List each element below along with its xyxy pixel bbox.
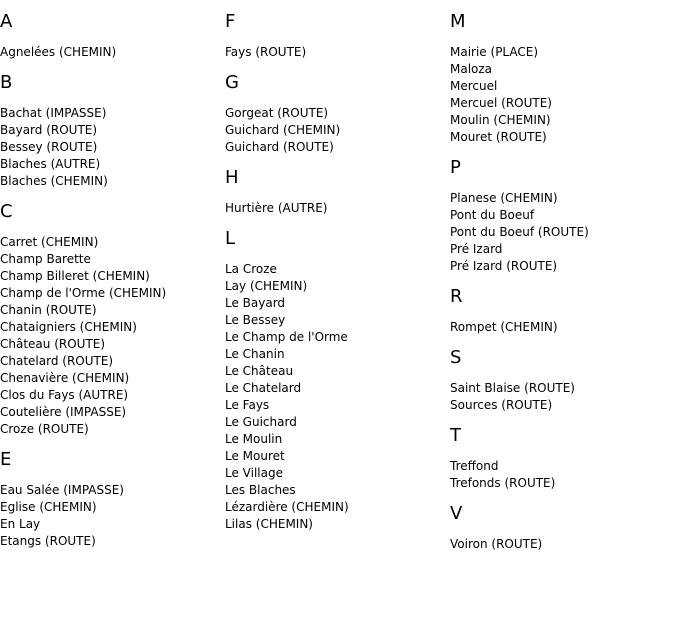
letter-section — [450, 158, 670, 275]
letter-heading: L — [225, 228, 236, 249]
street-list — [450, 319, 670, 336]
street-link[interactable]: Pré Izard (ROUTE) — [450, 259, 558, 273]
street-link[interactable]: En Lay — [0, 517, 41, 531]
street-list — [450, 536, 670, 553]
street-link[interactable]: Le Moulin — [225, 432, 283, 446]
letter-heading: S — [450, 347, 462, 368]
street-link[interactable]: Lézardière (CHEMIN) — [225, 500, 349, 514]
street-link[interactable]: Treffond — [450, 459, 499, 473]
street-index-column-1 — [0, 0, 220, 560]
street-link[interactable]: Maloza — [450, 62, 493, 76]
street-link[interactable]: Rompet (CHEMIN) — [450, 320, 558, 334]
street-link[interactable]: Agnelées (CHEMIN) — [0, 45, 117, 59]
street-link[interactable]: Pont du Boeuf (ROUTE) — [450, 225, 589, 239]
street-link[interactable]: Champ Barette — [0, 252, 91, 266]
street-link[interactable]: Le Guichard — [225, 415, 297, 429]
letter-heading: H — [225, 167, 239, 188]
letter-heading: E — [0, 449, 12, 470]
street-link[interactable]: Hurtière (AUTRE) — [225, 201, 328, 215]
street-link[interactable]: Le Chanin — [225, 347, 285, 361]
street-link[interactable]: Les Blaches — [225, 483, 296, 497]
street-list — [225, 44, 445, 61]
street-link[interactable]: Sources (ROUTE) — [450, 398, 553, 412]
street-link[interactable]: Bayard (ROUTE) — [0, 123, 98, 137]
letter-section — [450, 504, 670, 553]
letter-section — [450, 287, 670, 336]
letter-section — [450, 12, 670, 146]
street-list — [225, 105, 445, 156]
street-list — [450, 458, 670, 492]
street-list — [225, 261, 445, 533]
street-link[interactable]: Planese (CHEMIN) — [450, 191, 558, 205]
street-link[interactable]: Le Fays — [225, 398, 270, 412]
street-link[interactable]: Chenavière (CHEMIN) — [0, 371, 130, 385]
street-link[interactable]: Chatelard (ROUTE) — [0, 354, 114, 368]
letter-heading: P — [450, 157, 461, 178]
street-link[interactable]: Blaches (CHEMIN) — [0, 174, 108, 188]
letter-heading: C — [0, 201, 13, 222]
street-link[interactable]: Lilas (CHEMIN) — [225, 517, 313, 531]
street-link[interactable]: Moulin (CHEMIN) — [450, 113, 551, 127]
street-link[interactable]: La Croze — [225, 262, 277, 276]
street-link[interactable]: Gorgeat (ROUTE) — [225, 106, 329, 120]
letter-heading: R — [450, 286, 463, 307]
street-list — [225, 200, 445, 217]
street-link[interactable]: Le Village — [225, 466, 283, 480]
letter-section — [0, 73, 220, 190]
street-link[interactable]: Champ de l'Orme (CHEMIN) — [0, 286, 167, 300]
street-link[interactable]: Mairie (PLACE) — [450, 45, 539, 59]
street-link[interactable]: Le Mouret — [225, 449, 285, 463]
letter-heading: A — [0, 11, 13, 32]
street-link[interactable]: Le Bessey — [225, 313, 286, 327]
street-link[interactable]: Bessey (ROUTE) — [0, 140, 98, 154]
letter-section — [225, 73, 445, 156]
street-link[interactable]: Croze (ROUTE) — [0, 422, 89, 436]
street-link[interactable]: Le Château — [225, 364, 294, 378]
street-link[interactable]: Carret (CHEMIN) — [0, 235, 99, 249]
street-link[interactable]: Mouret (ROUTE) — [450, 130, 547, 144]
letter-section — [0, 12, 220, 61]
street-link[interactable]: Pont du Boeuf — [450, 208, 535, 222]
street-list — [0, 44, 220, 61]
letter-heading: G — [225, 72, 239, 93]
street-link[interactable]: Le Champ de l'Orme — [225, 330, 348, 344]
letter-section — [0, 450, 220, 550]
letter-section — [225, 229, 445, 533]
street-link[interactable]: Saint Blaise (ROUTE) — [450, 381, 575, 395]
street-link[interactable]: Blaches (AUTRE) — [0, 157, 101, 171]
street-link[interactable]: Coutelière (IMPASSE) — [0, 405, 127, 419]
street-list — [450, 380, 670, 414]
street-link[interactable]: Mercuel (ROUTE) — [450, 96, 552, 110]
street-link[interactable]: Pré Izard — [450, 242, 503, 256]
street-link[interactable]: Bachat (IMPASSE) — [0, 106, 107, 120]
letter-section — [225, 168, 445, 217]
street-list — [0, 105, 220, 190]
letter-heading: B — [0, 72, 13, 93]
letter-heading: M — [450, 11, 466, 32]
street-list — [450, 44, 670, 146]
street-list — [450, 190, 670, 275]
street-index-column-3 — [450, 0, 670, 563]
street-link[interactable]: Lay (CHEMIN) — [225, 279, 308, 293]
street-link[interactable]: Mercuel — [450, 79, 498, 93]
street-link[interactable]: Guichard (CHEMIN) — [225, 123, 341, 137]
letter-heading: V — [450, 503, 463, 524]
street-link[interactable]: Voiron (ROUTE) — [450, 537, 543, 551]
letter-section — [450, 348, 670, 414]
street-link[interactable]: Champ Billeret (CHEMIN) — [0, 269, 150, 283]
street-link[interactable]: Le Bayard — [225, 296, 286, 310]
street-list — [0, 482, 220, 550]
letter-section — [225, 12, 445, 61]
letter-section — [450, 426, 670, 492]
street-link[interactable]: Fays (ROUTE) — [225, 45, 307, 59]
street-link[interactable]: Guichard (ROUTE) — [225, 140, 334, 154]
street-link[interactable]: Chataigniers (CHEMIN) — [0, 320, 137, 334]
street-link[interactable]: Château (ROUTE) — [0, 337, 106, 351]
street-list — [0, 234, 220, 438]
letter-heading: F — [225, 11, 236, 32]
letter-section — [0, 202, 220, 438]
street-link[interactable]: Eau Salée (IMPASSE) — [0, 483, 124, 497]
street-link[interactable]: Clos du Fays (AUTRE) — [0, 388, 129, 402]
street-link[interactable]: Etangs (ROUTE) — [0, 534, 96, 548]
street-link[interactable]: Chanin (ROUTE) — [0, 303, 97, 317]
street-link[interactable]: Trefonds (ROUTE) — [450, 476, 556, 490]
letter-heading: T — [450, 425, 461, 446]
street-index-column-2 — [225, 0, 445, 543]
street-link[interactable]: Le Chatelard — [225, 381, 302, 395]
street-link[interactable]: Eglise (CHEMIN) — [0, 500, 97, 514]
